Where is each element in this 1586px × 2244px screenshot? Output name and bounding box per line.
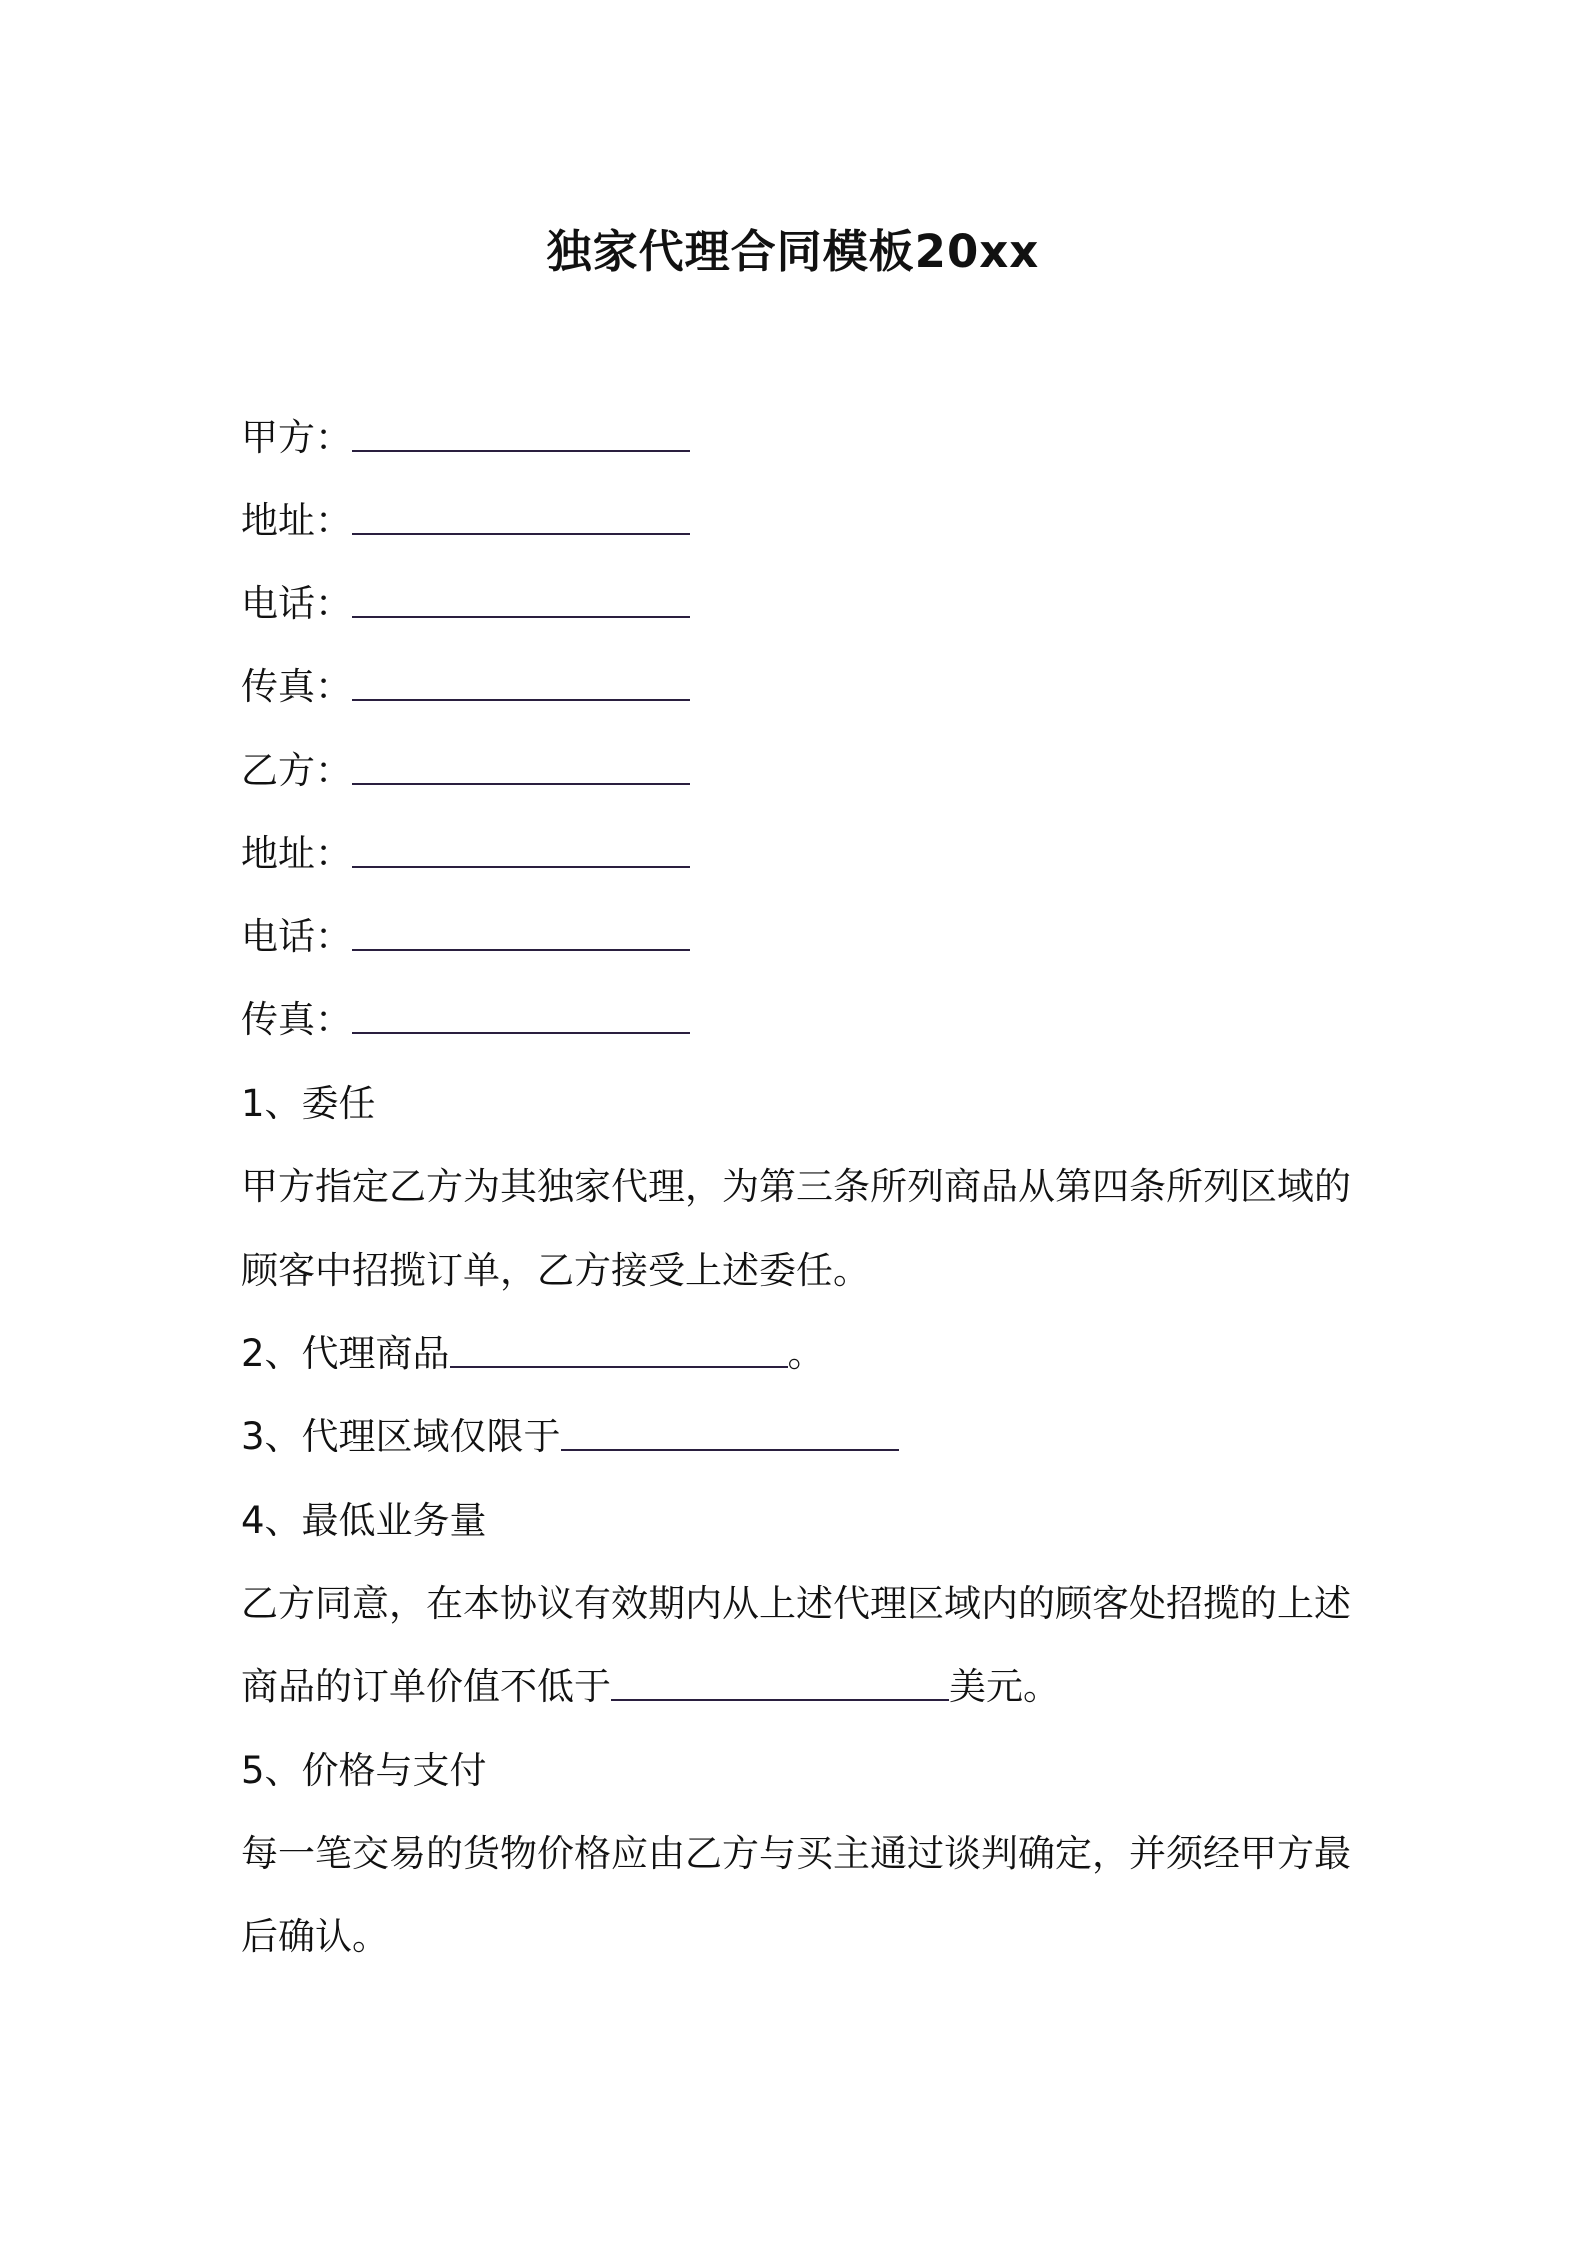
section-2-blank: [450, 1330, 788, 1368]
section-4-blank: [611, 1663, 949, 1701]
party-b-name-row: [241, 747, 690, 795]
section-4-end: 美元。: [949, 1665, 1060, 1708]
section-3-text: 3、代理区域仅限于: [241, 1415, 561, 1458]
party-b-address-label: 地址：: [241, 832, 352, 875]
party-a-phone-row: [241, 580, 690, 628]
section-4-line-2: [241, 1663, 1060, 1711]
party-a-fax-label: 传真：: [241, 665, 352, 708]
section-2-end: 。: [787, 1332, 825, 1375]
party-b-fax-label: 传真：: [241, 998, 352, 1041]
party-a-phone-blank: [352, 580, 690, 618]
party-b-fax-row: [241, 996, 690, 1044]
section-2-row: [241, 1330, 825, 1378]
document-title: 独家代理合同模板20xx: [546, 225, 1040, 278]
party-a-address-blank: [352, 497, 690, 535]
section-5-heading: 5、价格与支付: [241, 1749, 487, 1792]
party-b-address-blank: [352, 830, 690, 868]
section-3-row: [241, 1413, 899, 1461]
section-4-line-1: 乙方同意，在本协议有效期内从上述代理区域内的顾客处招揽的上述: [241, 1582, 1351, 1625]
party-a-fax-blank: [352, 663, 690, 701]
party-b-name-blank: [352, 747, 690, 785]
party-b-address-row: [241, 830, 690, 878]
party-b-fax-blank: [352, 996, 690, 1034]
section-4-heading: 4、最低业务量: [241, 1499, 487, 1542]
party-a-name-label: 甲方：: [241, 416, 352, 459]
party-a-phone-label: 电话：: [241, 582, 352, 625]
section-1-line-2: 顾客中招揽订单，乙方接受上述委任。: [241, 1249, 870, 1292]
party-b-phone-row: [241, 913, 690, 961]
party-a-fax-row: [241, 663, 690, 711]
party-a-address-row: [241, 497, 690, 545]
section-5-line-1: 每一笔交易的货物价格应由乙方与买主通过谈判确定，并须经甲方最: [241, 1832, 1351, 1875]
section-1-line-1: 甲方指定乙方为其独家代理，为第三条所列商品从第四条所列区域的: [241, 1165, 1351, 1208]
party-b-phone-blank: [352, 913, 690, 951]
section-2-text: 2、代理商品: [241, 1332, 450, 1375]
party-a-name-row: [241, 414, 690, 462]
section-3-blank: [561, 1413, 899, 1451]
party-b-name-label: 乙方：: [241, 749, 352, 792]
section-1-heading: 1、委任: [241, 1082, 376, 1125]
party-a-address-label: 地址：: [241, 499, 352, 542]
party-a-name-blank: [352, 414, 690, 452]
section-5-line-2: 后确认。: [241, 1915, 389, 1958]
section-4-text: 商品的订单价值不低于: [241, 1665, 611, 1708]
party-b-phone-label: 电话：: [241, 915, 352, 958]
